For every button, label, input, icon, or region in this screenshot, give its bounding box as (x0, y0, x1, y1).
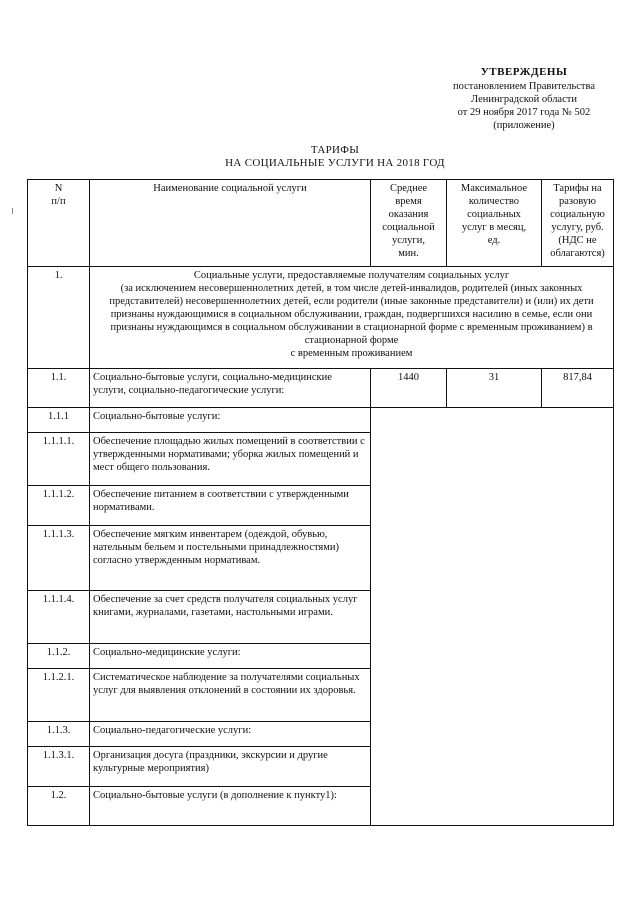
approval-line-1: постановлением Правительства (452, 81, 595, 92)
document-title (150, 144, 520, 170)
row-service-name: Социально-педагогические услуги: (90, 722, 371, 747)
row-number: 1.1.3.1. (28, 747, 90, 787)
section-number: 1. (28, 267, 90, 369)
section-row (28, 267, 614, 369)
document-title-line-1: ТАРИФЫ (310, 144, 360, 156)
margin-mark (12, 208, 13, 214)
row-number: 1.2. (28, 787, 90, 826)
header-max-quantity: Максимальное количество социальных услуг в месяц, ед. (447, 180, 542, 267)
tariffs-table (27, 179, 614, 826)
approval-line-2: Ленинградской области (471, 94, 577, 105)
table-header-row (28, 180, 614, 267)
row-service-name: Социально-бытовые услуги: (90, 408, 371, 433)
row-max-quantity: 31 (447, 369, 542, 408)
approval-title: УТВЕРЖДЕНЫ (480, 66, 568, 78)
row-number: 1.1.3. (28, 722, 90, 747)
table-row (28, 369, 614, 408)
row-service-name: Социально-бытовые услуги, социально-медицинские услуги, социально-педагогические услуги: (90, 369, 371, 408)
row-service-name: Социально-медицинские услуги: (90, 644, 371, 669)
row-number: 1.1.1.1. (28, 433, 90, 486)
row-service-name: Обеспечение питанием в соответствии с утвержденными нормативами. (90, 486, 371, 526)
row-number: 1.1.1.3. (28, 526, 90, 591)
row-service-name: Социально-бытовые услуги (в дополнение к пункту1): (90, 787, 371, 826)
row-number: 1.1. (28, 369, 90, 408)
row-number: 1.1.2. (28, 644, 90, 669)
approval-line-3: от 29 ноября 2017 года № 502 (457, 107, 591, 118)
row-service-name: Обеспечение за счет средств получателя социальных услуг книгами, журналами, газетами, настольными играми. (90, 591, 371, 644)
row-service-name: Организация досуга (праздники, экскурсии и другие культурные мероприятия) (90, 747, 371, 787)
row-tariff: 817,84 (542, 369, 614, 408)
row-average-time: 1440 (371, 369, 447, 408)
merged-values-cell (371, 408, 614, 826)
table-row (28, 408, 614, 433)
section-title: Социальные услуги, предоставляемые получателям социальных услуг (за исключением несовершеннолетних детей, в том числе детей-инвалидов, родителей (иных законных представителей) несовершеннолетних детей, если родители (иные законные представители) и (или) их дети признаны нуждающимися в социальном обслуживании, граждан, подвергшихся насилию в семье, если они признаны нуждающимся в социальном обслуживании в стационарной форме с временным проживанием) в стационарной форме с временным проживанием (90, 267, 614, 369)
row-service-name: Систематическое наблюдение за получателями социальных услуг для выявления отклонений в состоянии их здоровья. (90, 669, 371, 722)
document-title-line-2: НА СОЦИАЛЬНЫЕ УСЛУГИ НА 2018 ГОД (225, 157, 445, 169)
header-service-name: Наименование социальной услуги (90, 180, 371, 267)
header-tariff: Тарифы на разовую социальную услугу, руб. (НДС не облагаются) (542, 180, 614, 267)
row-service-name: Обеспечение площадью жилых помещений в соответствии с утвержденными нормативами; уборка жилых помещений и мест общего пользования. (90, 433, 371, 486)
header-average-time: Среднее время оказания социальной услуги, мин. (371, 180, 447, 267)
row-number: 1.1.1.4. (28, 591, 90, 644)
header-number: N п/п (28, 180, 90, 267)
approval-block (432, 66, 616, 132)
row-number: 1.1.2.1. (28, 669, 90, 722)
row-number: 1.1.1.2. (28, 486, 90, 526)
row-service-name: Обеспечение мягким инвентарем (одеждой, обувью, нательным бельем и постельными принадлежностями) согласно утвержденным нормативам. (90, 526, 371, 591)
row-number: 1.1.1 (28, 408, 90, 433)
approval-line-4: (приложение) (493, 120, 555, 131)
